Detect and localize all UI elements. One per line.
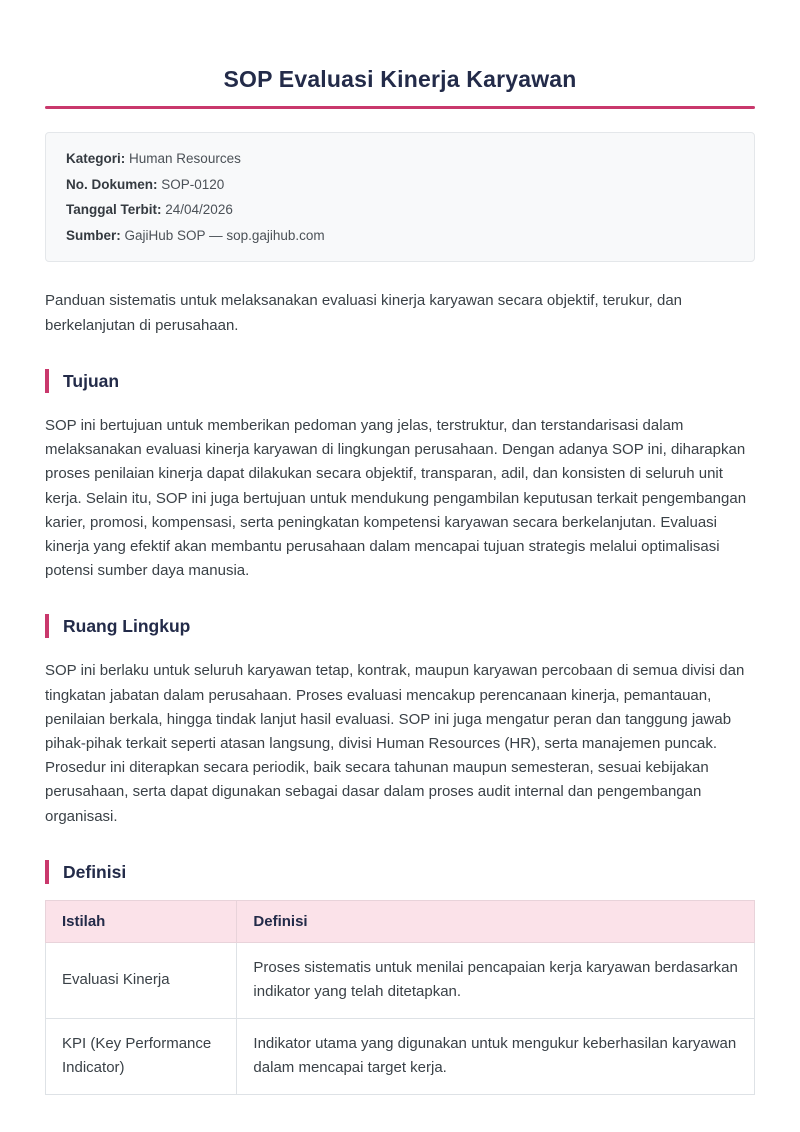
table-row — [46, 942, 755, 1018]
section-body-tujuan: SOP ini bertujuan untuk memberikan pedoman yang jelas, terstruktur, dan terstandarisasi dalam melaksanakan evaluasi kinerja karyawan di lingkungan perusahaan. Dengan adanya SOP ini, diharapkan proses penilaian kinerja dapat dilakukan secara objektif, transparan, adil, dan konsisten di seluruh unit kerja. Selain itu, SOP ini juga bertujuan untuk mendukung pengambilan keputusan terkait pengembangan karier, promosi, kompensasi, serta peningkatan kompetensi karyawan secara berkelanjutan. Evaluasi kinerja yang efektif akan membantu perusahaan dalam mencapai tujuan strategis melalui optimalisasi potensi sumber daya manusia. — [45, 417, 747, 580]
intro-paragraph: Panduan sistematis untuk melaksanakan evaluasi kinerja karyawan secara objektif, terukur, dan berkelanjutan di perusahaan. — [45, 292, 683, 334]
meta-label-sumber: Sumber: — [66, 227, 121, 243]
table-header-row — [46, 900, 755, 942]
meta-label-tanggal-terbit: Tanggal Terbit: — [66, 202, 162, 217]
meta-line-sumber — [66, 223, 734, 249]
definition-cell: Proses sistematis untuk menilai pencapaian kerja karyawan berdasarkan indikator yang telah ditetapkan. — [237, 942, 755, 1018]
meta-label-kategori: Kategori: — [66, 151, 126, 166]
term-cell: KPI (Key Performance Indicator) — [46, 1018, 237, 1094]
meta-line-no-dokumen — [66, 172, 734, 198]
section-body-ruang-lingkup: SOP ini berlaku untuk seluruh karyawan tetap, kontrak, maupun karyawan percobaan di semua divisi dan tingkatan jabatan dalam perusahaan. Proses evaluasi mencakup perencanaan kinerja, pemantauan, penilaian berkala, hingga tindak lanjut hasil evaluasi. SOP ini juga mengatur peran dan tanggung jawab pihak-pihak terkait seperti atasan langsung, divisi Human Resources (HR), serta manajemen puncak. Prosedur ini diterapkan secara periodik, baik secara tahunan maupun semesteran, sesuai kebijakan perusahaan, serta dapat digunakan sebagai dasar dalam proses audit internal dan pengembangan organisasi. — [45, 662, 745, 825]
table-row — [46, 1018, 755, 1094]
meta-value-no-dokumen: SOP-0120 — [161, 176, 225, 192]
section-heading-tujuan: Tujuan — [45, 369, 755, 393]
meta-line-tanggal-terbit — [66, 197, 734, 223]
definitions-table-head — [46, 900, 755, 942]
meta-label-no-dokumen: No. Dokumen: — [66, 176, 158, 192]
page-title: SOP Evaluasi Kinerja Karyawan — [223, 66, 577, 92]
title-divider — [45, 106, 755, 109]
section-heading-definisi: Definisi — [45, 860, 755, 884]
document-metadata-box — [45, 132, 755, 262]
definitions-table-body — [46, 942, 755, 1094]
meta-value-sumber: GajiHub SOP — sop.gajihub.com — [124, 227, 325, 243]
section-heading-ruang-lingkup: Ruang Lingkup — [45, 614, 755, 638]
column-header-istilah: Istilah — [46, 900, 237, 942]
definition-cell: Indikator utama yang digunakan untuk mengukur keberhasilan karyawan dalam mencapai target kerja. — [237, 1018, 755, 1094]
meta-value-tanggal-terbit: 24/04/2026 — [165, 202, 233, 217]
definitions-table — [45, 900, 755, 1095]
column-header-definisi: Definisi — [237, 900, 755, 942]
meta-line-kategori — [66, 146, 734, 172]
meta-value-kategori: Human Resources — [129, 151, 241, 166]
term-cell: Evaluasi Kinerja — [46, 942, 237, 1018]
